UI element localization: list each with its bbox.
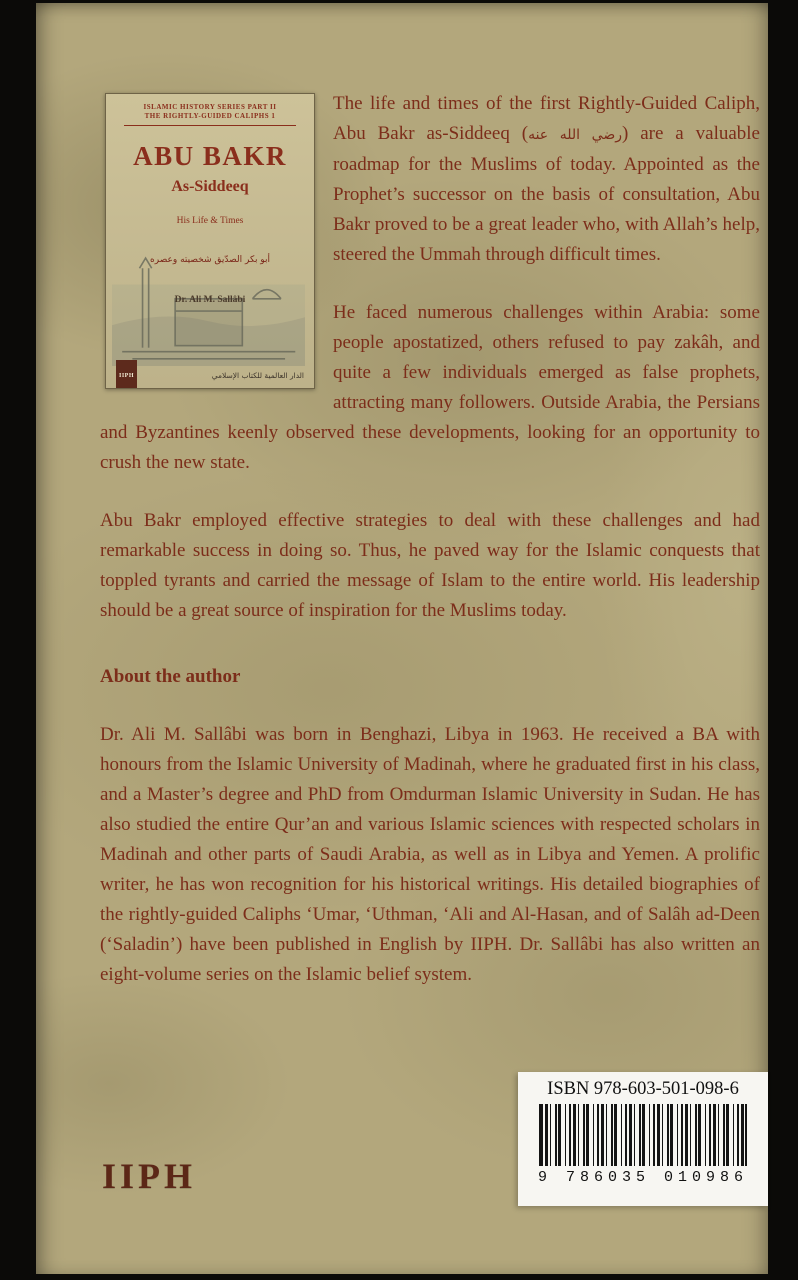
about-author-heading: About the author (100, 666, 241, 687)
thumbnail-publisher-arabic: الدار العالمية للكتاب الإسلامي (211, 370, 304, 380)
thumbnail-series-line1: ISLAMIC HISTORY SERIES PART II (143, 103, 277, 111)
barcode-digits: 9 786035 010986 (537, 1169, 749, 1186)
blurb-paragraph-2: He faced numerous challenges within Arabia: some people apostatized, others refused to pay zakâh, and quite a few individuals emerged as false prophets, attracting many followers. Outside Arabia, the Persians and Byzantines keenly observed these developments, looking for an opportunity to crush the new state. (100, 302, 760, 473)
cover-surface (36, 3, 768, 1274)
thumbnail-divider (124, 125, 296, 126)
back-cover-content (36, 3, 768, 990)
thumbnail-title: ABU BAKR (133, 141, 287, 171)
thumbnail-arabic-title: أبو بكر الصدّيق شخصيته وعصره (150, 255, 270, 265)
barcode (539, 1104, 747, 1166)
honorific-calligraphy: رضي الله عنه (528, 127, 622, 143)
blurb-p1-text-after: ) are a valuable roadmap for the Muslims of today. Appointed as the Prophet’s successor on the basis of consultation, Abu Bakr proved to be a great leader who, with Allah’s help, steered the Ummah through difficult times. (333, 123, 760, 265)
front-cover-thumbnail (105, 93, 315, 389)
thumbnail-publisher-logo: IIPH (116, 360, 137, 390)
thumbnail-publisher-row (116, 369, 304, 382)
thumbnail-author: Dr. Ali M. Sallâbi (174, 295, 246, 305)
thumbnail-series-line2: THE RIGHTLY-GUIDED CALIPHS 1 (144, 112, 276, 120)
blurb-paragraph-3: Abu Bakr employed effective strategies to deal with these challenges and had remarkable success in doing so. Thus, he paved way for the Islamic conquests that toppled tyrants and carried the message of Islam to the entire world. His leadership should be a great source of inspiration for the Muslims today. (100, 510, 760, 621)
publisher-logo-iiph: IIPH (102, 1156, 197, 1196)
thumbnail-subtitle: As-Siddeeq (171, 178, 249, 195)
isbn-barcode-box (518, 1072, 768, 1206)
isbn-label: ISBN 978-603-501-098-6 (547, 1079, 739, 1099)
blurb-p1-text-before: The life and times of the first Rightly-Guided Caliph, Abu Bakr as-Siddeeq ( (333, 93, 760, 144)
thumbnail-tagline: His Life & Times (176, 216, 244, 226)
about-author-text: Dr. Ali M. Sallâbi was born in Benghazi, Libya in 1963. He received a BA with honours from the Islamic University of Madinah, where he graduated first in his class, and a Master’s degree and PhD from Omdurman Islamic University in Sudan. He has also studied the entire Qur’an and various Islamic sciences with respected scholars in Madinah and other parts of Saudi Arabia, as well as in Libya and Yemen. A prolific writer, he has won recognition for his historical writings. His detailed biographies of the rightly-guided Caliphs ‘Umar, ‘Uthman, ‘Ali and Al-Hasan, and of Salâh ad-Deen (‘Saladin’) have been published in English by IIPH. Dr. Sallâbi has also written an eight-volume series on the Islamic belief system. (100, 724, 760, 985)
